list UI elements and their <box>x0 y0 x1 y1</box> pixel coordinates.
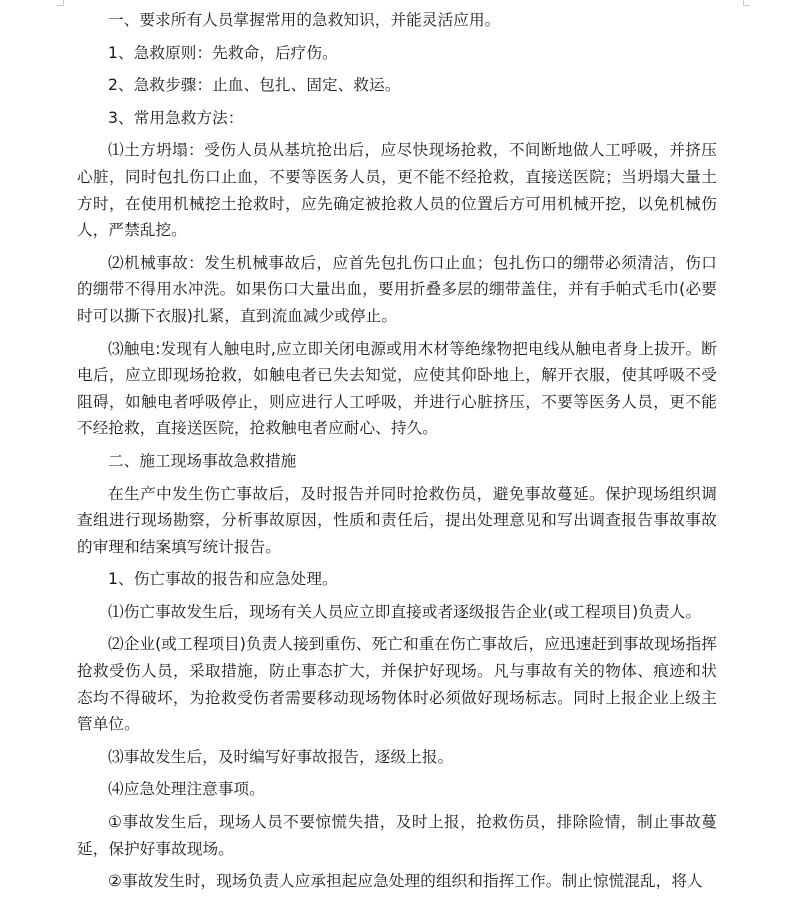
method-electric-shock: ⑶触电:发现有人触电时,应立即关闭电源或用木材等绝缘物把电线从触电者身上拔开。断电后，应立即现场抢救，如触电者已失去知觉，应使其仰卧地上，解开衣服，使其呼吸不受阻碍，如触电者呼吸停止，则应进行人工呼吸，并进行心脏挤压，不要等医务人员，更不能不经抢救，直接送医院，抢救触电者应耐心、持久。 <box>77 339 717 438</box>
crop-mark-top-right-horizontal <box>743 5 750 6</box>
first-aid-principle: 1、急救原则：先救命，后疗伤。 <box>108 43 338 62</box>
method-earth-collapse: ⑴土方坍塌：受伤人员从基坑抢出后，应尽快现场抢救，不间断地做人工呼吸，并挤压心脏，同时包扎伤口止血，不要等医务人员，更不能不经抢救，直接送医院；当坍塌大量土方时，在使用机械挖土抢救时，应先确定被抢救人员的位置后方可用机械开挖，以免机械伤人，严禁乱挖。 <box>77 141 717 240</box>
crop-mark-top-left-horizontal <box>57 5 64 6</box>
common-methods-heading: 3、常用急救方法： <box>108 108 244 127</box>
casualty-report-item-3: ⑶事故发生后，及时编写好事故报告，逐级上报。 <box>108 747 454 766</box>
first-aid-steps: 2、急救步骤：止血、包扎、固定、救运。 <box>108 76 401 95</box>
casualty-report-item-1: ⑴伤亡事故发生后，现场有关人员应立即直接或者逐级报告企业(或工程项目)负责人。 <box>108 602 702 621</box>
casualty-report-item-4: ⑷应急处理注意事项。 <box>108 780 265 799</box>
casualty-report-heading: 1、伤亡事故的报告和应急处理。 <box>108 570 338 589</box>
site-emergency-intro: 在生产中发生伤亡事故后，及时报告并同时抢救伤员，避免事故蔓延。保护现场组织调查组进行现场勘察，分析事故原因，性质和责任后，提出处理意见和写出调查报告事故事故的审理和结案填写统计报告。 <box>77 484 717 556</box>
document-body <box>77 7 717 901</box>
method-mechanical-accident: ⑵机械事故：发生机械事故后，应首先包扎伤口止血；包扎伤口的绷带必须清洁，伤口的绷带不得用水冲洗。如果伤口大量出血，要用折叠多层的绷带盖住，并有手帕式毛巾(必要时可以撕下衣服)扎紧，直到流血减少或停止。 <box>77 253 717 325</box>
precaution-item-1: ①事故发生后，现场人员不要惊慌失措，及时上报，抢救伤员，排除险情，制止事故蔓延，保护好事故现场。 <box>77 813 717 858</box>
casualty-report-item-2: ⑵企业(或工程项目)负责人接到重伤、死亡和重在伤亡事故后，应迅速赶到事故现场指挥抢救受伤人员，采取措施，防止事态扩大，并保护好现场。凡与事故有关的物体、痕迹和状态均不得破坏，为抢救受伤者需要移动现场物体时必须做好现场标志。同时上报企业上级主管单位。 <box>77 635 717 734</box>
precaution-item-2: ②事故发生时，现场负责人应承担起应急处理的组织和指挥工作。制止惊慌混乱，将人 <box>108 872 703 891</box>
section-heading-site-emergency: 二、施工现场事故急救措施 <box>108 451 297 470</box>
section-heading-first-aid-knowledge: 一、要求所有人员掌握常用的急救知识，并能灵活应用。 <box>108 11 501 29</box>
